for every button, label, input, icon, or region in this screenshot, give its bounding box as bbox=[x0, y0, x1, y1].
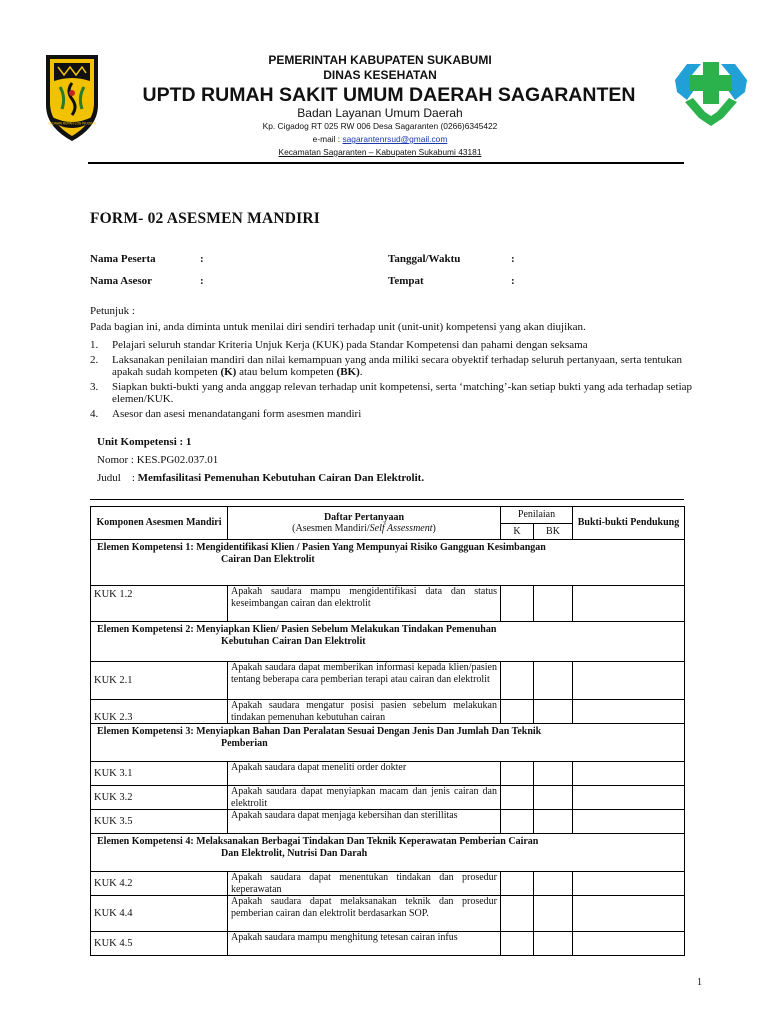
header-government-line: PEMERINTAH KABUPATEN SUKABUMI bbox=[268, 53, 492, 67]
element-row: Elemen Kompetensi 4: Melaksanakan Berbagai Tindakan Dan Teknik Keperawatan Pemberian Cairan Dan Elektrolit, Nutrisi Dan Darah bbox=[91, 834, 685, 872]
bukti-cell[interactable] bbox=[573, 896, 685, 932]
field-colon: : bbox=[200, 253, 204, 265]
email-link[interactable]: sagarantenrsud@gmail.com bbox=[342, 134, 448, 144]
field-colon: : bbox=[200, 275, 204, 287]
unit-nomor: Nomor : KES.PG02.037.01 bbox=[97, 454, 219, 466]
k-cell[interactable] bbox=[501, 810, 534, 834]
k-cell[interactable] bbox=[501, 932, 534, 956]
page-number: 1 bbox=[697, 977, 702, 988]
col-bk-header: BK bbox=[534, 524, 573, 540]
kuk-label: KUK 4.5 bbox=[91, 932, 228, 956]
k-cell[interactable] bbox=[501, 896, 534, 932]
header-subtitle: Badan Layanan Umum Daerah bbox=[297, 106, 463, 120]
header-district: Kecamatan Sagaranten – Kabupaten Sukabumi 43181 bbox=[278, 147, 482, 157]
kuk-label: KUK 3.5 bbox=[91, 810, 228, 834]
asesmen-table bbox=[90, 506, 685, 956]
bukti-cell[interactable] bbox=[573, 872, 685, 896]
element-row: Elemen Kompetensi 2: Menyiapkan Klien/ Pasien Sebelum Melakukan Tindakan Pemenuhan Kebutuhan Cairan Dan Elektrolit bbox=[91, 622, 685, 662]
tempat-label: Tempat bbox=[388, 275, 424, 287]
petunjuk-intro: Pada bagian ini, anda diminta untuk menilai diri sendiri terhadap unit (unit-unit) kompetensi yang akan diujikan. bbox=[90, 321, 586, 333]
kuk-label: KUK 3.1 bbox=[91, 762, 228, 786]
question-text: Apakah saudara dapat melaksanakan teknik dan prosedur pemberian cairan dan elektrolit berdasarkan SOP. bbox=[228, 896, 501, 932]
bukti-cell[interactable] bbox=[573, 932, 685, 956]
col-penilaian-header: Penilaian bbox=[501, 507, 573, 524]
hospital-name-title: UPTD RUMAH SAKIT UMUM DAERAH SAGARANTEN bbox=[142, 84, 636, 106]
bk-cell[interactable] bbox=[534, 786, 573, 810]
list-item bbox=[90, 381, 710, 406]
nama-peserta-label: Nama Peserta bbox=[90, 253, 156, 265]
list-number: 2. bbox=[90, 353, 99, 366]
header-address: Kp. Cigadog RT 025 RW 006 Desa Sagaranten (0266)6345422 bbox=[262, 121, 498, 131]
col-k-header: K bbox=[501, 524, 534, 540]
list-number: 3. bbox=[90, 380, 99, 393]
email-label: e-mail : bbox=[312, 134, 343, 144]
header-divider bbox=[88, 162, 684, 164]
field-colon: : bbox=[511, 253, 515, 265]
bukti-cell[interactable] bbox=[573, 762, 685, 786]
petunjuk-list bbox=[90, 339, 710, 422]
k-cell[interactable] bbox=[501, 762, 534, 786]
bukti-cell[interactable] bbox=[573, 662, 685, 700]
kuk-label: KUK 1.2 bbox=[91, 586, 228, 622]
bk-cell[interactable] bbox=[534, 662, 573, 700]
header-agency-line: DINAS KESEHATAN bbox=[323, 68, 437, 82]
col-komponen-header: Komponen Asesmen Mandiri bbox=[91, 507, 228, 540]
kuk-label: KUK 4.2 bbox=[91, 872, 228, 896]
kuk-label: KUK 3.2 bbox=[91, 786, 228, 810]
list-text: Asesor dan asesi menandatangani form asesmen mandiri bbox=[112, 407, 362, 420]
header-email-line bbox=[200, 134, 560, 144]
list-text: Siapkan bukti-bukti yang anda anggap relevan terhadap unit kompetensi, serta ‘matching’-kan setiap bukti yang ada terhadap setiap elemen/KUK. bbox=[112, 380, 693, 405]
form-title: FORM- 02 ASESMEN MANDIRI bbox=[90, 210, 320, 227]
bukti-cell[interactable] bbox=[573, 810, 685, 834]
unit-judul-value: Memfasilitasi Pemenuhan Kebutuhan Cairan Dan Elektrolit. bbox=[137, 472, 425, 484]
question-text: Apakah saudara dapat meneliti order dokter bbox=[228, 762, 501, 786]
question-text: Apakah saudara dapat menjaga kebersihan dan sterillitas bbox=[228, 810, 501, 834]
tanggal-label: Tanggal/Waktu bbox=[388, 253, 461, 265]
unit-judul: Judul : Memfasilitasi Pemenuhan Kebutuhan Cairan Dan Elektrolit. bbox=[97, 472, 425, 484]
petunjuk-label: Petunjuk : bbox=[90, 305, 135, 317]
bukti-cell[interactable] bbox=[573, 586, 685, 622]
list-text: Pelajari seluruh standar Kriteria Unjuk Kerja (KUK) pada Standar Kompetensi dan pahami dengan seksama bbox=[112, 339, 588, 351]
kabupaten-emblem-logo bbox=[44, 53, 100, 145]
field-colon: : bbox=[511, 275, 515, 287]
hospital-cross-logo bbox=[665, 56, 757, 134]
col-daftar-header: Daftar Pertanyaan (Asesmen Mandiri/Self Assessment) bbox=[228, 507, 501, 540]
question-text: Apakah saudara dapat menyiapkan macam dan jenis cairan dan elektrolit bbox=[228, 786, 501, 810]
list-item bbox=[90, 354, 710, 379]
k-cell[interactable] bbox=[501, 586, 534, 622]
nama-asesor-label: Nama Asesor bbox=[90, 275, 153, 287]
k-cell[interactable] bbox=[501, 700, 534, 724]
question-text: Apakah saudara mampu menghitung tetesan cairan infus bbox=[228, 932, 501, 956]
bk-cell[interactable] bbox=[534, 932, 573, 956]
unit-divider bbox=[90, 499, 684, 500]
k-cell[interactable] bbox=[501, 786, 534, 810]
bk-cell[interactable] bbox=[534, 586, 573, 622]
bk-cell[interactable] bbox=[534, 810, 573, 834]
bk-cell[interactable] bbox=[534, 872, 573, 896]
list-text: Laksanakan penilaian mandiri dan nilai kemampuan yang anda miliki secara obyektif terhadap seluruh pertanyaan, serta tentukan apakah sudah kompeten (K) atau belum kompeten (BK). bbox=[112, 353, 682, 378]
question-text: Apakah saudara mengatur posisi pasien sebelum melakukan tindakan pemenuhan kebutuhan cairan bbox=[228, 700, 501, 724]
kuk-label: KUK 2.3 bbox=[91, 700, 228, 724]
question-text: Apakah saudara dapat memberikan informasi kepada klien/pasien tentang beberapa cara pemberian terapi atau cairan dan elektrolit bbox=[228, 662, 501, 700]
unit-kompetensi-label: Unit Kompetensi : 1 bbox=[97, 436, 192, 448]
bukti-cell[interactable] bbox=[573, 786, 685, 810]
element-row: Elemen Kompetensi 3: Menyiapkan Bahan Dan Peralatan Sesuai Dengan Jenis Dan Jumlah Dan Teknik Pemberian bbox=[91, 724, 685, 762]
bk-cell[interactable] bbox=[534, 700, 573, 724]
k-cell[interactable] bbox=[501, 872, 534, 896]
list-number: 1. bbox=[90, 339, 99, 351]
kuk-label: KUK 4.4 bbox=[91, 896, 228, 932]
bk-cell[interactable] bbox=[534, 762, 573, 786]
kuk-label: KUK 2.1 bbox=[91, 662, 228, 700]
question-text: Apakah saudara mampu mengidentifikasi data dan status keseimbangan cairan dan elektrolit bbox=[228, 586, 501, 622]
k-cell[interactable] bbox=[501, 662, 534, 700]
bk-cell[interactable] bbox=[534, 896, 573, 932]
bukti-cell[interactable] bbox=[573, 700, 685, 724]
question-text: Apakah saudara dapat menentukan tindakan dan prosedur keperawatan bbox=[228, 872, 501, 896]
logo-motto-text: SEDAWN RUPAH LOH PAJOIMA bbox=[48, 121, 96, 126]
list-item bbox=[90, 339, 710, 352]
element-row: Elemen Kompetensi 1: Mengidentifikasi Klien / Pasien Yang Mempunyai Risiko Gangguan Kesimbangan Cairan Dan Elektrolit bbox=[91, 540, 685, 586]
col-bukti-header: Bukti-bukti Pendukung bbox=[573, 507, 685, 540]
list-item bbox=[90, 408, 710, 421]
list-number: 4. bbox=[90, 407, 99, 420]
